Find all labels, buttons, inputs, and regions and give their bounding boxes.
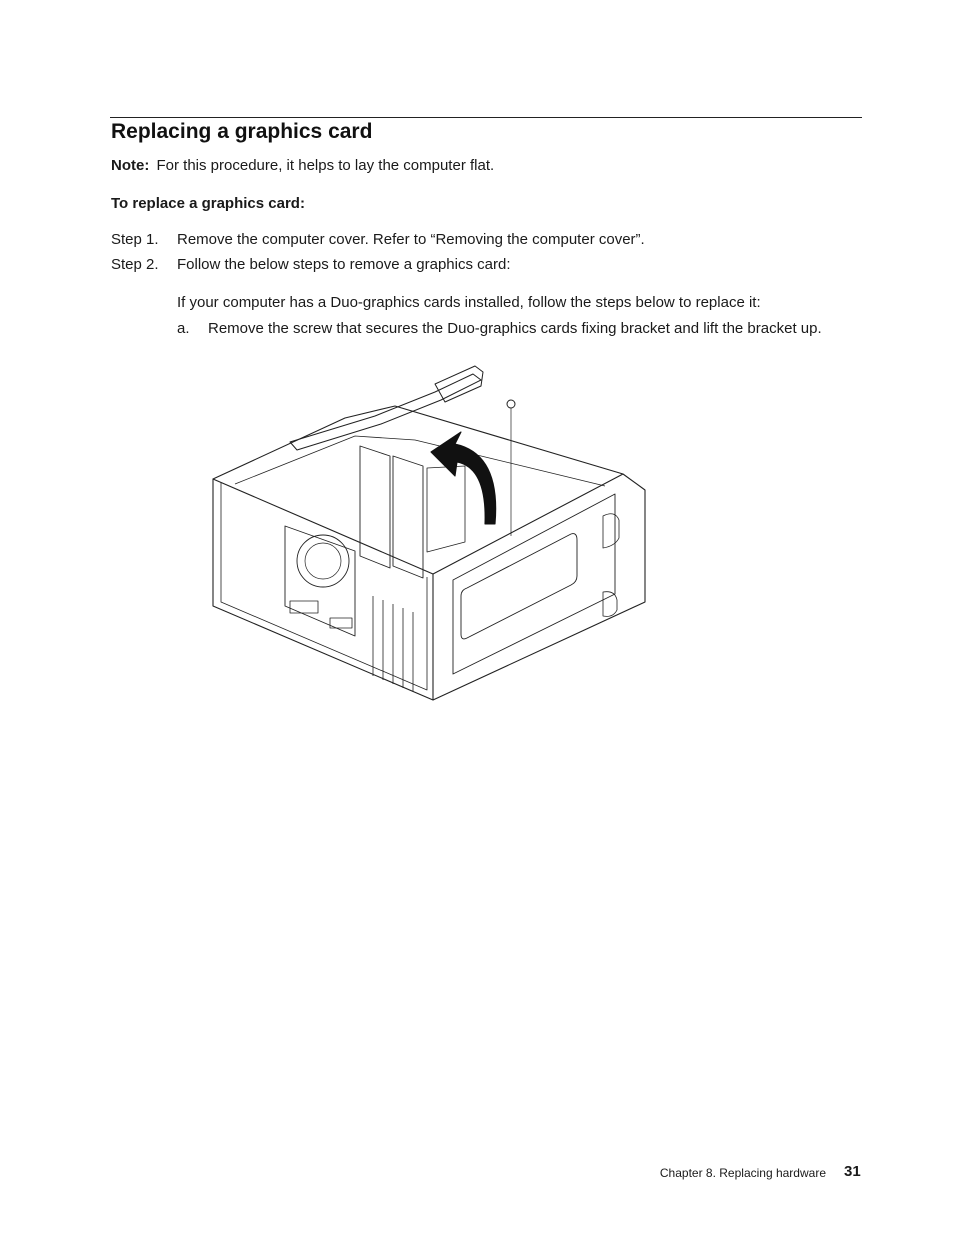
step-1-label: Step 1. (111, 231, 159, 248)
section-divider (110, 117, 862, 118)
section-title: Replacing a graphics card (111, 120, 373, 143)
step-2-text: Follow the below steps to remove a graphics card: (177, 256, 511, 273)
note (111, 157, 494, 175)
duo-intro: If your computer has a Duo-graphics cards installed, follow the steps below to replace it: (177, 294, 761, 311)
computer-chassis-illustration (205, 356, 655, 706)
note-label: Note: (111, 157, 150, 174)
step-2-label: Step 2. (111, 256, 159, 273)
step-1-text: Remove the computer cover. Refer to “Removing the computer cover”. (177, 231, 645, 248)
footer-chapter: Chapter 8. Replacing hardware (659, 1166, 826, 1180)
substep-a-text: Remove the screw that secures the Duo-graphics cards fixing bracket and lift the bracket up. (208, 320, 822, 337)
substep-a-label: a. (177, 320, 190, 337)
procedure-heading: To replace a graphics card: (111, 195, 305, 212)
page-number: 31 (844, 1163, 861, 1180)
note-text: For this procedure, it helps to lay the computer flat. (156, 157, 495, 174)
